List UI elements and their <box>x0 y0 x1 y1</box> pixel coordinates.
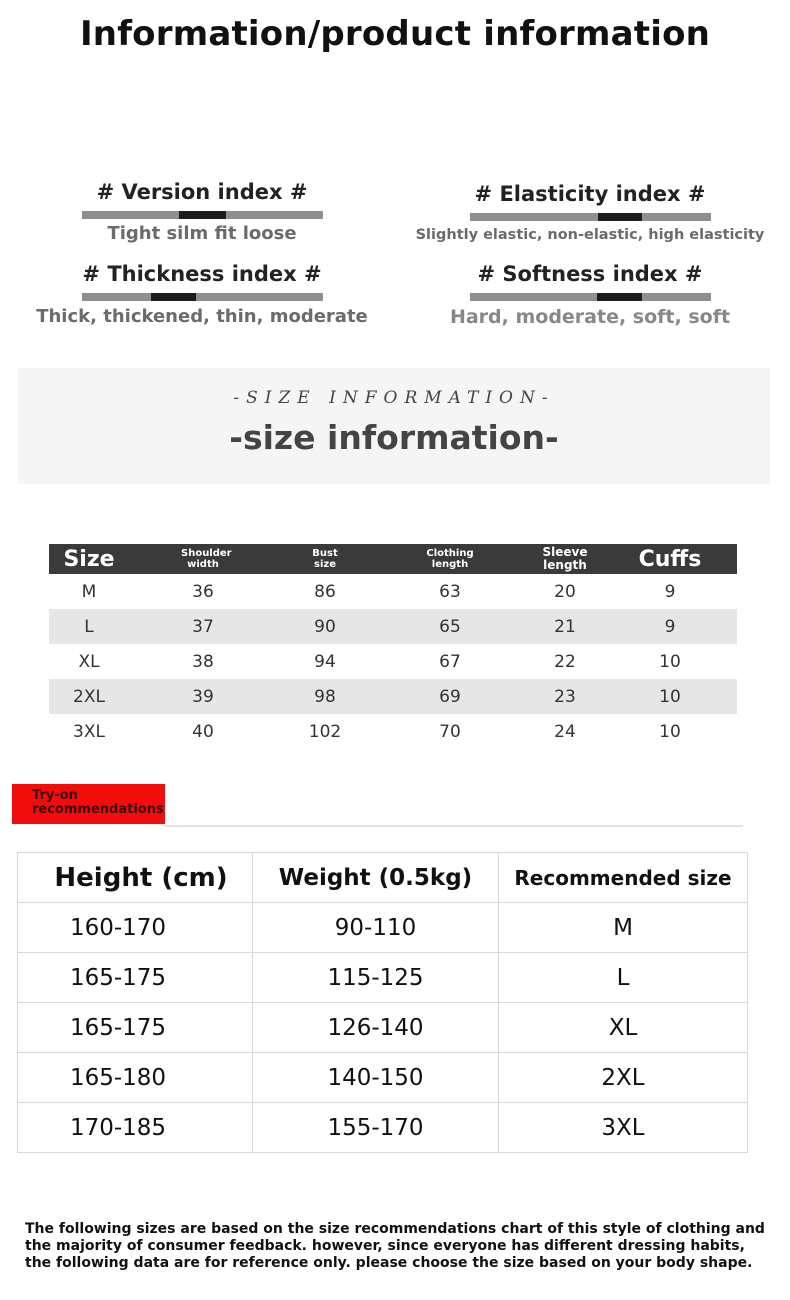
table-cell: M <box>81 581 97 602</box>
version-index-marker <box>179 211 226 219</box>
table-cell: 67 <box>439 651 461 672</box>
table-cell: 38 <box>192 651 214 672</box>
table-row <box>49 714 737 749</box>
header-bust-size: Bust size <box>312 548 338 570</box>
disclaimer-note: The following sizes are based on the size recommendations chart of this style of clothing and the majority of consumer feedback. however, since everyone has different dressing habits, the following data are for reference only. please choose the size based on your body shape. <box>25 1221 765 1271</box>
size-banner-title: -size information- <box>229 418 559 457</box>
softness-index-bar <box>470 293 711 301</box>
table-cell: 140-150 <box>253 1053 499 1103</box>
divider <box>165 825 743 827</box>
elasticity-index-heading: # Elasticity index # <box>474 182 706 206</box>
table-cell: XL <box>499 1003 748 1053</box>
table-cell: 10 <box>659 651 681 672</box>
table-cell: 98 <box>314 686 336 707</box>
table-cell: 2XL <box>499 1053 748 1103</box>
table-cell: 21 <box>554 616 576 637</box>
table-row <box>49 644 737 679</box>
header-cuffs: Cuffs <box>638 546 702 572</box>
thickness-index-bar <box>82 293 323 301</box>
size-table <box>49 544 737 749</box>
table-cell: 165-175 <box>18 1003 253 1053</box>
table-cell: 36 <box>192 581 214 602</box>
table-cell: 10 <box>659 721 681 742</box>
softness-index-options: Hard, moderate, soft, soft <box>449 306 731 328</box>
table-cell: 65 <box>439 616 461 637</box>
softness-index-marker <box>597 293 642 301</box>
header-sleeve-length: Sleeve length <box>542 545 588 572</box>
thickness-index <box>20 262 384 327</box>
table-cell: 9 <box>664 616 676 637</box>
table-cell: 23 <box>554 686 576 707</box>
table-cell: 40 <box>192 721 214 742</box>
table-row <box>18 1103 748 1153</box>
table-cell: 115-125 <box>253 953 499 1003</box>
table-row <box>49 609 737 644</box>
thickness-index-options: Thick, thickened, thin, moderate <box>36 306 368 327</box>
table-cell: 24 <box>554 721 576 742</box>
tryon-recommendations-label: Try-on recommendations <box>12 784 165 824</box>
table-cell: M <box>499 903 748 953</box>
table-cell: 70 <box>439 721 461 742</box>
size-table-header <box>49 544 737 574</box>
softness-index-heading: # Softness index # <box>477 262 703 286</box>
table-cell: 9 <box>664 581 676 602</box>
table-cell: 165-180 <box>18 1053 253 1103</box>
header-recommended-size: Recommended size <box>499 853 748 903</box>
table-cell: XL <box>78 651 100 672</box>
elasticity-index-options: Slightly elastic, non-elastic, high elasticity <box>415 227 765 243</box>
table-cell: 3XL <box>73 721 105 742</box>
recommendation-header-row <box>18 853 748 903</box>
table-cell: 39 <box>192 686 214 707</box>
thickness-index-heading: # Thickness index # <box>82 262 322 286</box>
size-information-banner <box>18 368 770 484</box>
recommendation-table <box>17 852 748 1153</box>
elasticity-index <box>400 182 780 243</box>
size-banner-subtitle: -SIZE INFORMATION- <box>233 388 555 408</box>
table-cell: 69 <box>439 686 461 707</box>
table-cell: 86 <box>314 581 336 602</box>
elasticity-index-bar <box>470 213 711 221</box>
softness-index <box>420 262 760 328</box>
version-index <box>62 180 342 244</box>
table-cell: 20 <box>554 581 576 602</box>
table-cell: 102 <box>308 721 342 742</box>
table-cell: 10 <box>659 686 681 707</box>
table-row <box>18 1003 748 1053</box>
table-cell: 165-175 <box>18 953 253 1003</box>
page-title: Information/product information <box>79 14 711 54</box>
version-index-heading: # Version index # <box>96 180 308 204</box>
table-cell: L <box>84 616 94 637</box>
thickness-index-marker <box>151 293 196 301</box>
table-cell: 2XL <box>73 686 105 707</box>
table-cell: L <box>499 953 748 1003</box>
table-row <box>49 574 737 609</box>
table-row <box>18 903 748 953</box>
table-cell: 90 <box>314 616 336 637</box>
header-weight: Weight (0.5kg) <box>253 853 499 903</box>
elasticity-index-marker <box>598 213 642 221</box>
table-cell: 3XL <box>499 1103 748 1153</box>
table-cell: 90-110 <box>253 903 499 953</box>
table-cell: 22 <box>554 651 576 672</box>
table-cell: 37 <box>192 616 214 637</box>
header-height: Height (cm) <box>18 853 253 903</box>
table-row <box>18 953 748 1003</box>
header-clothing-length: Clothing length <box>426 548 474 570</box>
version-index-bar <box>82 211 323 219</box>
table-cell: 94 <box>314 651 336 672</box>
table-cell: 126-140 <box>253 1003 499 1053</box>
table-cell: 170-185 <box>18 1103 253 1153</box>
table-cell: 155-170 <box>253 1103 499 1153</box>
header-shoulder-width: Shoulder width <box>181 548 232 570</box>
table-cell: 160-170 <box>18 903 253 953</box>
table-row <box>18 1053 748 1103</box>
version-index-options: Tight silm fit loose <box>107 223 297 244</box>
table-cell: 63 <box>439 581 461 602</box>
header-size: Size <box>63 546 115 572</box>
table-row <box>49 679 737 714</box>
